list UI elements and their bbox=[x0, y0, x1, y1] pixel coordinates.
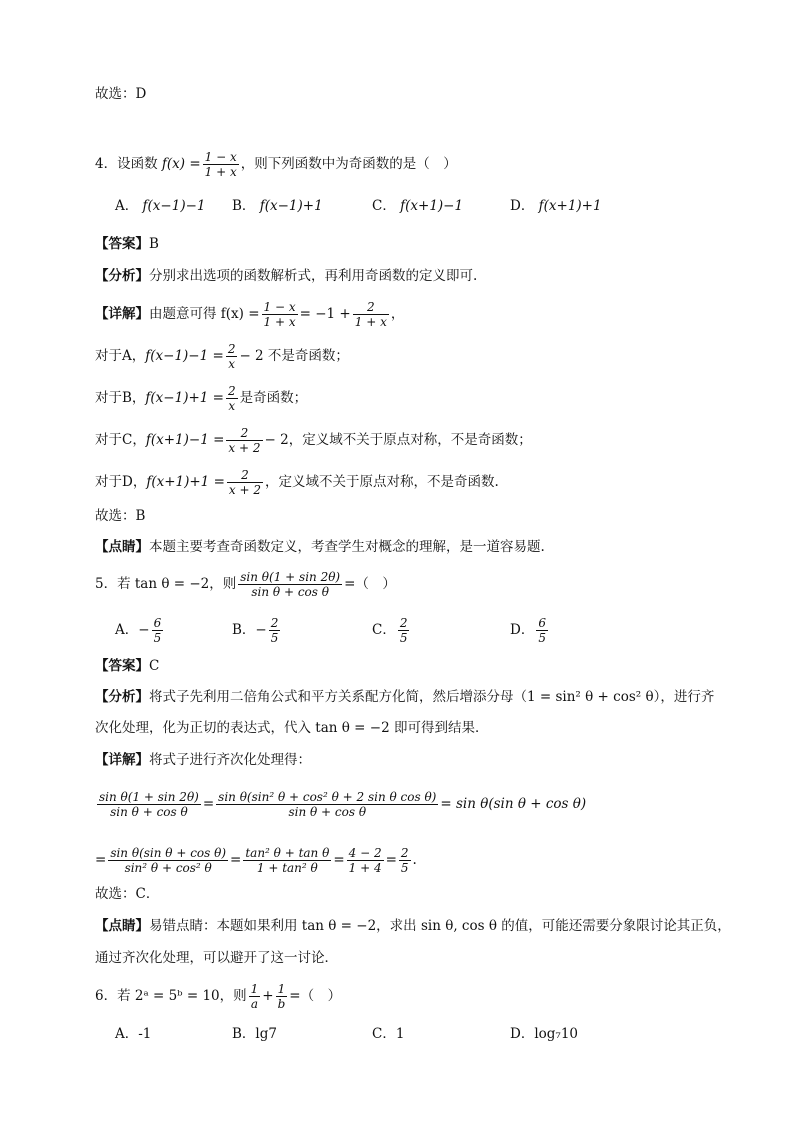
q4-option-c: C． f(x+1)−1 bbox=[372, 198, 464, 214]
q4-case-c: 对于C，f(x+1)−1 = $\frac{2}{x + 2}$ − 2，定义域不关于原点对称，不是奇函数； bbox=[95, 426, 532, 455]
q5-option-d: D． $\frac{6}{5}$ bbox=[510, 616, 546, 645]
q5-option-c: C． $\frac{2}{5}$ bbox=[372, 616, 408, 645]
q4-case-d: 对于D，f(x+1)+1 = $\frac{2}{x + 2}$ ，定义域不关于原点对称，不是奇函数. bbox=[95, 468, 499, 497]
q5-analysis-2: 次化处理，化为正切的表达式，代入 tan θ = −2 即可得到结果． bbox=[95, 720, 489, 736]
q4-option-d: D． f(x+1)+1 bbox=[510, 198, 602, 214]
q3-choice: 故选：D bbox=[95, 86, 147, 102]
q5-option-a: A．− $\frac{6}{5}$ bbox=[115, 616, 162, 645]
q6-option-a: A．-1 bbox=[115, 1026, 152, 1042]
q4-answer: 【答案】B bbox=[95, 236, 159, 252]
q4-stem: 4．设函数 f(x) = $\frac{1 - x}{1 + x}$ ，则下列函数中为奇函数的是（ ） bbox=[95, 150, 457, 179]
q5-fraction: $\frac{\text{sin θ(1 + sin 2θ)}}{\text{sin θ + cos θ}}$ bbox=[240, 570, 341, 599]
q4-option-a: A． f(x−1)−1 bbox=[115, 198, 206, 214]
q4-fraction: $\frac{1 - x}{1 + x}$ bbox=[204, 150, 237, 179]
q4-choice: 故选：B bbox=[95, 508, 146, 524]
q4-detail-frac2: $\frac{2}{1 + x}$ bbox=[354, 300, 387, 329]
q5-option-b: B．− $\frac{2}{5}$ bbox=[232, 616, 279, 645]
q4-detail: 【详解】由题意可得 f(x) = $\frac{1 - x}{1 + x}$ = −1 + $\frac{2}{1 + x}$ ， bbox=[95, 300, 405, 329]
q4-case-b: 对于B，f(x−1)+1 = $\frac{2}{x}$ 是奇函数； bbox=[95, 384, 308, 413]
q5-answer: 【答案】C bbox=[95, 658, 160, 674]
q5-equation-2: = $\frac{\text{sin θ(sin θ + cos θ)}}{\text{sin² θ + cos² θ}}$ = $\frac{\text{tan² θ + tan θ}}{\text{1 + tan² θ}}$ = $\frac{4 - 2}{1 + 4}$ = $\frac{2}{5}$ . bbox=[95, 846, 417, 875]
q4-option-b: B． f(x−1)+1 bbox=[232, 198, 323, 214]
q5-stem: 5．若 tan θ = −2，则 $\frac{\text{sin θ(1 + sin 2θ)}}{\text{sin θ + cos θ}}$ =（ ） bbox=[95, 570, 396, 599]
q5-detail: 【详解】将式子进行齐次化处理得： bbox=[95, 752, 311, 768]
q5-equation-1: $\frac{\text{sin θ(1 + sin 2θ)}}{\text{sin θ + cos θ}}$ = $\frac{\text{sin θ(sin² θ + cos² θ + 2 sin θ cos θ)}}{\text{sin θ + cos θ}}$ = sin θ(sin θ + cos θ) bbox=[99, 790, 587, 819]
q5-analysis-1: 【分析】将式子先利用二倍角公式和平方关系配方化简，然后增添分母（1 = sin² θ + cos² θ），进行齐 bbox=[95, 689, 715, 705]
q6-stem: 6．若 2ᵃ = 5ᵇ = 10，则 $\frac{1}{a}$ + $\frac{1}{b}$ =（ ） bbox=[95, 982, 342, 1011]
q4-analysis: 【分析】分别求出选项的函数解析式，再利用奇函数的定义即可. bbox=[95, 268, 478, 284]
q6-option-b: B．lg7 bbox=[232, 1026, 277, 1042]
q5-choice: 故选：C． bbox=[95, 886, 160, 902]
q5-comment-1: 【点睛】易错点睛：本题如果利用 tan θ = −2，求出 sin θ, cos θ 的值，可能还需要分象限讨论其正负， bbox=[95, 918, 731, 934]
q5-comment-2: 通过齐次化处理，可以避开了这一讨论． bbox=[95, 950, 338, 966]
q4-comment: 【点睛】本题主要考查奇函数定义，考查学生对概念的理解，是一道容易题. bbox=[95, 539, 545, 555]
q6-option-d: D．log₇10 bbox=[510, 1026, 579, 1042]
q6-option-c: C．1 bbox=[372, 1026, 405, 1042]
q4-case-a: 对于A，f(x−1)−1 = $\frac{2}{x}$ − 2 不是奇函数； bbox=[95, 342, 349, 371]
q4-detail-frac1: $\frac{1 - x}{1 + x}$ bbox=[263, 300, 296, 329]
